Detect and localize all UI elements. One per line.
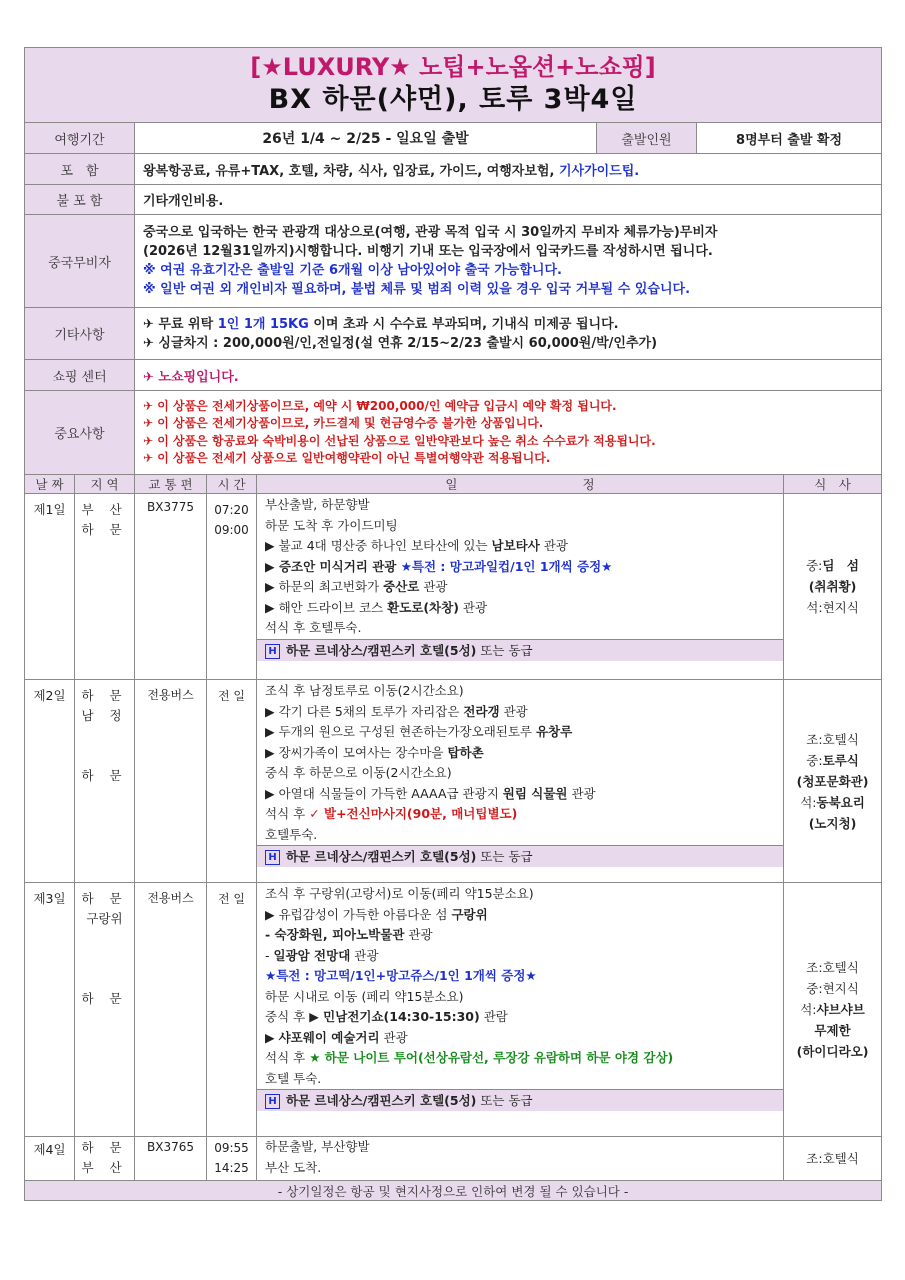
day-schedule: [257, 883, 784, 1137]
hotel-line: H 하문 르네상스/캠핀스키 호텔(5성) 또는 동급: [257, 845, 783, 867]
visa-line-3: ※ 여권 유효기간은 출발일 기준 6개월 이상 남아있어야 출국 가능합니다.: [143, 263, 562, 278]
visa-label: 중국무비자: [25, 215, 135, 308]
day-region: 하 문 구랑위 하 문: [75, 883, 135, 1137]
schedule-line: 호텔 투숙.: [265, 1070, 322, 1086]
important-notes: [135, 391, 882, 475]
day-meals: 조:호텔식 중:현지식 석:샤브샤브 무제한 (하이디라오): [784, 883, 882, 1137]
schedule-line: 부산 도착.: [265, 1159, 322, 1175]
include-value: [135, 154, 882, 185]
schedule-line: ▶ 샤포웨이 예술거리 관광: [265, 1029, 408, 1045]
schedule-line: - 일광암 전망대 관광: [265, 947, 379, 963]
schedule-line: 석식 후 ✓ 발+전신마사지(90분, 매너팁별도): [265, 806, 518, 821]
day-region: 하 문 남 정 하 문: [75, 680, 135, 883]
important-label: 중요사항: [25, 391, 135, 475]
schedule-line: 중식 후 ▶ 민남전기쇼(14:30-15:30) 관람: [265, 1009, 508, 1024]
footer-note: - 상기일정은 항공 및 현지사정으로 인하여 변경 될 수 있습니다 -: [25, 1181, 882, 1201]
hotel-icon: H: [265, 850, 280, 865]
schedule-line: - 숙장화원, 피아노박물관 관광: [265, 927, 433, 942]
etc-label: 기타사항: [25, 308, 135, 360]
day-row-2: [25, 680, 882, 883]
title-tagline: [★LUXURY★ 노팁+노옵션+노쇼핑]: [250, 53, 656, 81]
day-schedule: [257, 1137, 784, 1181]
shopping-label: 쇼핑 센터: [25, 360, 135, 391]
schedule-line: 하문 시내로 이동 (페리 약15분소요): [265, 988, 464, 1004]
schedule-line: ▶ 아열대 식물들이 가득한 AAAA급 관광지 원림 식물원 관광: [265, 785, 596, 801]
include-driver-tip: 기사가이드팁.: [558, 163, 640, 179]
col-region: 지 역: [75, 475, 135, 494]
schedule-line: 호텔투숙.: [265, 826, 318, 842]
etc-line-2: ✈ 싱글차지 : 200,000원/인,전일정(설 연휴 2/15~2/23 출발시 60,000원/박/인추가): [143, 335, 658, 351]
schedule-line: 중식 후 하문으로 이동(2시간소요): [265, 765, 452, 780]
schedule-line: 조식 후 남정토루로 이동(2시간소요): [265, 683, 464, 698]
important-line-3: ✈ 이 상품은 항공료와 숙박비용이 선납된 상품으로 일반약관보다 높은 취소 수수료가 적용됩니다.: [143, 433, 656, 448]
important-line-2: ✈ 이 상품은 전세기상품이므로, 카드결제 및 현금영수증 불가한 상품입니다.: [143, 416, 544, 430]
visa-line-1: 중국으로 입국하는 한국 관광객 대상으로(여행, 관광 목적 입국 시 30일까지 무비자 체류가능)무비자: [143, 225, 718, 240]
day-times: 07:20 09:00: [207, 494, 257, 680]
schedule-line: ▶ 두개의 원으로 구성된 현존하는가장오래된토루 유창루: [265, 724, 573, 739]
day-flight: BX3765: [135, 1137, 207, 1181]
page-title: BX 하문(샤먼), 토루 3박4일: [268, 84, 638, 115]
day-times: 전 일: [207, 883, 257, 1137]
hotel-icon: H: [265, 1094, 280, 1109]
title-banner: [25, 48, 882, 123]
col-transport: 교 통 편: [135, 475, 207, 494]
col-meal: 식 사: [784, 475, 882, 494]
day-label: 제4일: [25, 1137, 75, 1181]
visa-info: [135, 215, 882, 308]
min-people-value: 8명부터 출발 확정: [697, 123, 882, 154]
schedule-line: 석식 후 호텔투숙.: [265, 620, 362, 635]
day-label: 제2일: [25, 680, 75, 883]
day-flight: BX3775: [135, 494, 207, 680]
exclude-value: 기타개인비용.: [135, 185, 882, 215]
day-label: 제1일: [25, 494, 75, 680]
schedule-column-headers: [25, 475, 882, 494]
day-meals: 조:호텔식: [784, 1137, 882, 1181]
shopping-value: ✈ 노쇼핑입니다.: [135, 360, 882, 391]
visa-line-4: ※ 일반 여권 외 개인비자 필요하며, 불법 체류 및 범죄 이력 있을 경우 입국 거부될 수 있습니다.: [143, 282, 691, 297]
schedule-line: ★특전 : 망고떡/1인+망고쥬스/1인 1개씩 증정★: [265, 968, 537, 983]
day-transport: 전용버스: [135, 883, 207, 1137]
etc-info: [135, 308, 882, 360]
hotel-icon: H: [265, 644, 280, 659]
hotel-line: H 하문 르네상스/캠핀스키 호텔(5성) 또는 동급: [257, 1089, 783, 1111]
day-schedule: [257, 680, 784, 883]
exclude-label: 불 포 함: [25, 185, 135, 215]
day-meals: 중:딤 섬 (취취황) 석:현지식: [784, 494, 882, 680]
tour-itinerary-sheet: [24, 47, 881, 1201]
day-label: 제3일: [25, 883, 75, 1137]
period-value: 26년 1/4 ~ 2/25 - 일요일 출발: [135, 123, 597, 154]
schedule-line: ▶ 장씨가족이 모여사는 장수마을 탑하촌: [265, 744, 484, 760]
min-people-label: 출발인원: [597, 123, 697, 154]
day-row-1: [25, 494, 882, 680]
day-region: 부 산 하 문: [75, 494, 135, 680]
schedule-line: 조식 후 구랑위(고랑서)로 이동(페리 약15분소요): [265, 886, 534, 901]
hotel-line: H 하문 르네상스/캠핀스키 호텔(5성) 또는 동급: [257, 639, 783, 661]
day-transport: 전용버스: [135, 680, 207, 883]
schedule-line: ▶ 각기 다른 5채의 토루가 자리잡은 전라갱 관광: [265, 703, 528, 719]
visa-line-2: (2026년 12월31일까지)시행합니다. 비행기 기내 또는 입국장에서 입국카드를 작성하시면 됩니다.: [143, 244, 713, 259]
etc-line-1: ✈ 무료 위탁 1인 1개 15KG 이며 초과 시 수수료 부과되며, 기내식 미제공 됩니다.: [143, 316, 619, 332]
important-line-1: ✈ 이 상품은 전세기상품이므로, 예약 시 ₩200,000/인 예약금 입금시 예약 확정 됩니다.: [143, 398, 617, 413]
schedule-line: ▶ 해안 드라이브 코스 환도로(차창) 관광: [265, 599, 488, 615]
important-line-4: ✈ 이 상품은 전세기 상품으로 일반여행약관이 아닌 특별여행약관 적용됩니다.: [143, 451, 551, 465]
col-date: 날 짜: [25, 475, 75, 494]
schedule-line: 석식 후 ★ 하문 나이트 투어(선상유람선, 루장강 유람하며 하문 야경 감상): [265, 1050, 674, 1065]
schedule-line: 하문 도착 후 가이드미팅: [265, 517, 398, 533]
schedule-line: ▶ 유럽감성이 가득한 아름다운 섬 구랑위: [265, 906, 488, 922]
day-times: 전 일: [207, 680, 257, 883]
itinerary-table: [24, 47, 882, 1201]
schedule-line: ▶ 불교 4대 명산중 하나인 보타산에 있는 남보타사 관광: [265, 538, 568, 553]
period-label: 여행기간: [25, 123, 135, 154]
day-row-4: [25, 1137, 882, 1181]
day-row-3: [25, 883, 882, 1137]
col-time: 시 간: [207, 475, 257, 494]
schedule-line: ▶ 증조안 미식거리 관광 ★특전 : 망고과일컵/1인 1개씩 증정★: [265, 558, 613, 574]
schedule-line: ▶ 하문의 최고번화가 중산로 관광: [265, 579, 448, 594]
include-text: 왕복항공료, 유류+TAX, 호텔, 차량, 식사, 입장료, 가이드, 여행자보험,: [143, 163, 555, 179]
day-region: 하 문 부 산: [75, 1137, 135, 1181]
include-label: 포 함: [25, 154, 135, 185]
day-schedule: [257, 494, 784, 680]
col-schedule: 일 정: [257, 475, 784, 494]
schedule-line: 부산출발, 하문향발: [265, 497, 370, 512]
day-times: 09:55 14:25: [207, 1137, 257, 1181]
day-meals: 조:호텔식 중:토루식 (청포문화관) 석:동북요리 (노지청): [784, 680, 882, 883]
schedule-line: 하문출발, 부산향발: [265, 1139, 370, 1154]
